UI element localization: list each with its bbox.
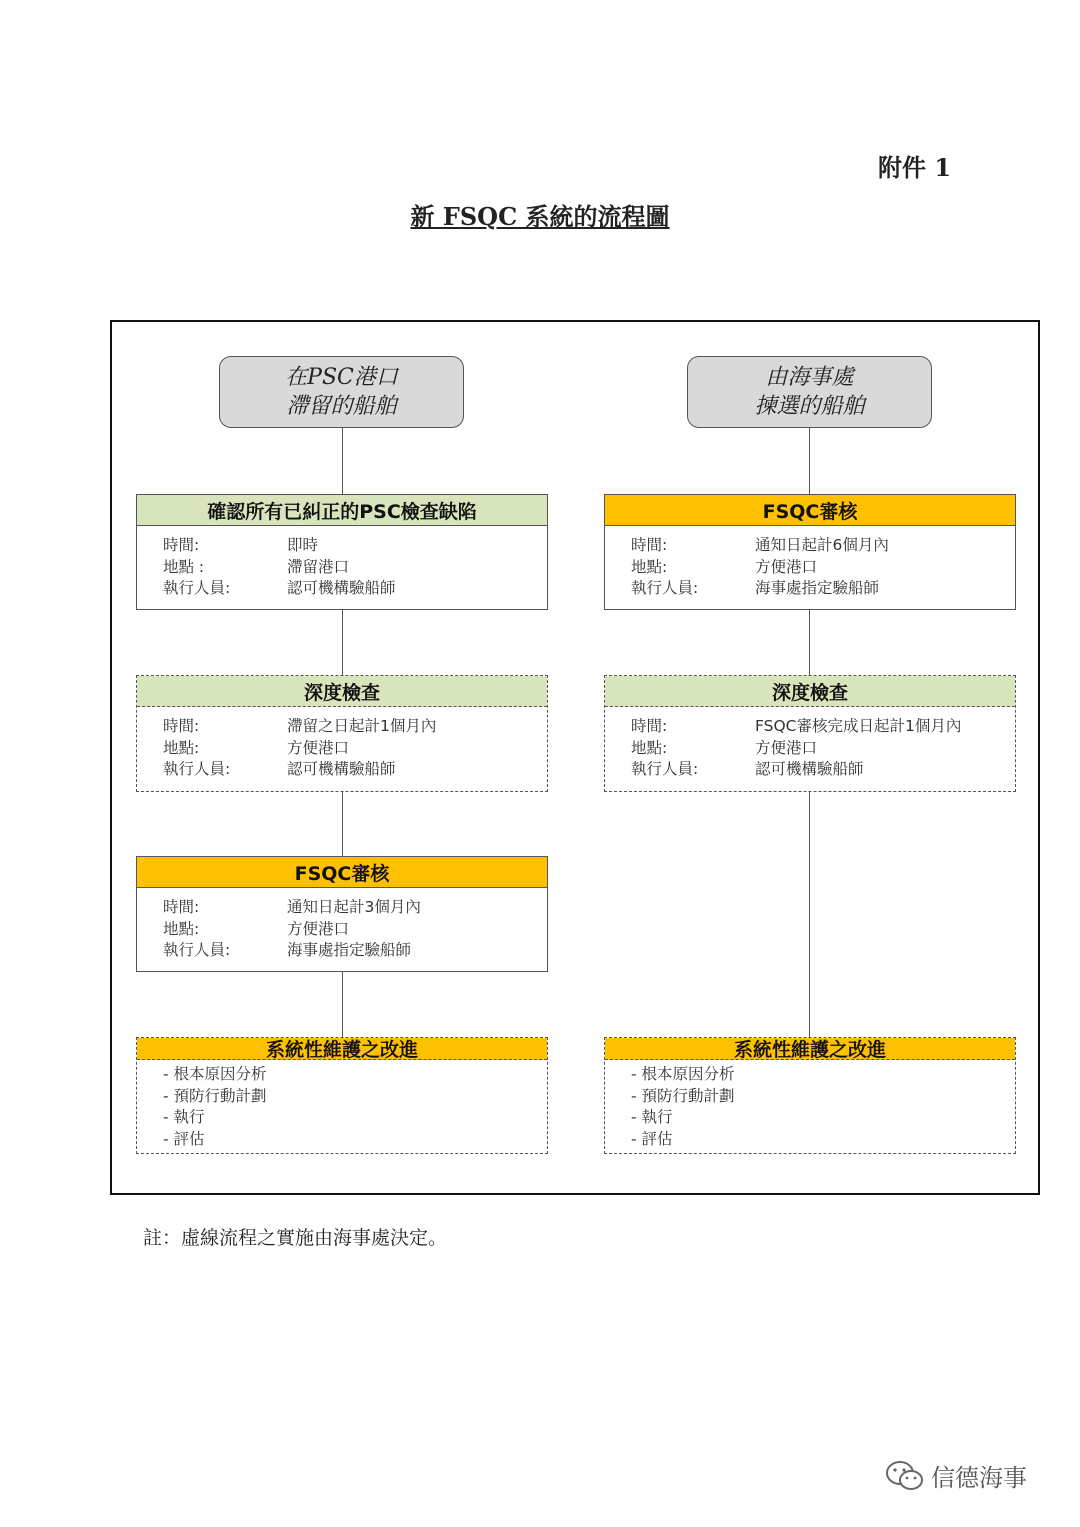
left-step-confirm-deficiencies [136,494,548,610]
start-right-line2: 揀選的船舶 [754,394,865,419]
left-step2-time-label: 時間: [163,717,200,735]
left-step2-title: 深度檢查 [137,676,547,707]
connector-right-1 [809,428,810,495]
right-step1-title: FSQC審核 [605,495,1015,526]
right-step3-item: - 根本原因分析 [631,1065,735,1083]
right-step2-time-label: 時間: [631,717,668,735]
left-step3-personnel-value: 海事處指定驗船師 [287,941,412,959]
left-step1-place-label: 地點 : [163,557,205,576]
left-step4-item: - 根本原因分析 [163,1065,267,1083]
left-step1-personnel-value: 認可機構驗船師 [287,579,396,597]
connector-right-2 [809,609,810,676]
left-step4-item: - 預防行動計劃 [163,1086,267,1105]
right-step1-time-value: 通知日起計6個月內 [755,536,889,554]
footnote: 註：虛線流程之實施由海事處決定。 [143,1227,448,1249]
right-step2-place-value: 方便港口 [755,738,818,757]
annex-label: 附件 1 [878,153,952,182]
left-step1-place-value: 滯留港口 [287,557,350,576]
connector-left-2 [342,609,343,676]
right-step1-time-label: 時間: [631,536,668,554]
left-step2-place-label: 地點: [163,738,200,757]
right-step2-personnel-value: 認可機構驗船師 [755,760,864,778]
left-step3-place-value: 方便港口 [287,919,350,938]
left-step3-place-label: 地點: [163,919,200,938]
start-right-line1: 由海事處 [765,365,854,390]
left-step4-item: - 執行 [163,1108,205,1126]
connector-right-3 [809,791,810,1038]
left-step1-time-label: 時間: [163,536,200,554]
right-step3-item: - 預防行動計劃 [631,1086,735,1105]
right-step2-title: 深度檢查 [605,676,1015,707]
start-left-line2: 滯留的船舶 [286,394,397,419]
left-step2-time-value: 滯留之日起計1個月內 [287,717,437,735]
connector-left-3 [342,791,343,857]
watermark-text: 信德海事 [931,1464,1027,1492]
left-step3-title: FSQC審核 [137,857,547,888]
right-step3-item: - 執行 [631,1108,673,1126]
left-step3-personnel-label: 執行人員: [163,941,231,959]
left-step1-title: 確認所有已糾正的PSC檢查缺陷 [137,495,547,526]
right-step1-place-value: 方便港口 [755,557,818,576]
left-step-in-depth-inspection [136,675,548,792]
right-step1-place-label: 地點: [631,557,668,576]
right-step2-place-label: 地點: [631,738,668,757]
start-node-right [687,356,932,428]
left-step1-time-value: 即時 [287,536,319,554]
connector-left-1 [342,428,343,495]
left-step1-personnel-label: 執行人員: [163,579,231,597]
right-step-systematic-improvement [604,1037,1016,1154]
watermark [885,1458,1027,1493]
left-step2-place-value: 方便港口 [287,738,350,757]
left-step3-time-value: 通知日起計3個月內 [287,898,421,916]
start-node-left [219,356,464,428]
right-step2-personnel-label: 執行人員: [631,760,699,778]
left-step4-title: 系統性維護之改進 [137,1038,547,1060]
left-step4-item: - 評估 [163,1129,205,1148]
right-step1-personnel-label: 執行人員: [631,579,699,597]
left-step2-personnel-value: 認可機構驗船師 [287,760,396,778]
right-step1-personnel-value: 海事處指定驗船師 [755,579,880,597]
document-title: 新 FSQC 系統的流程圖 [410,202,670,231]
left-step-fsqc-audit [136,856,548,972]
left-step2-personnel-label: 執行人員: [163,760,231,778]
right-step-fsqc-audit [604,494,1016,610]
left-step-systematic-improvement [136,1037,548,1154]
right-step3-title: 系統性維護之改進 [605,1038,1015,1060]
right-step3-item: - 評估 [631,1129,673,1148]
wechat-icon [885,1459,925,1493]
left-step3-time-label: 時間: [163,898,200,916]
start-left-line1: 在PSC港口 [285,365,398,390]
right-step-in-depth-inspection [604,675,1016,792]
connector-left-4 [342,971,343,1038]
right-step2-time-value: FSQC審核完成日起計1個月內 [755,717,962,735]
